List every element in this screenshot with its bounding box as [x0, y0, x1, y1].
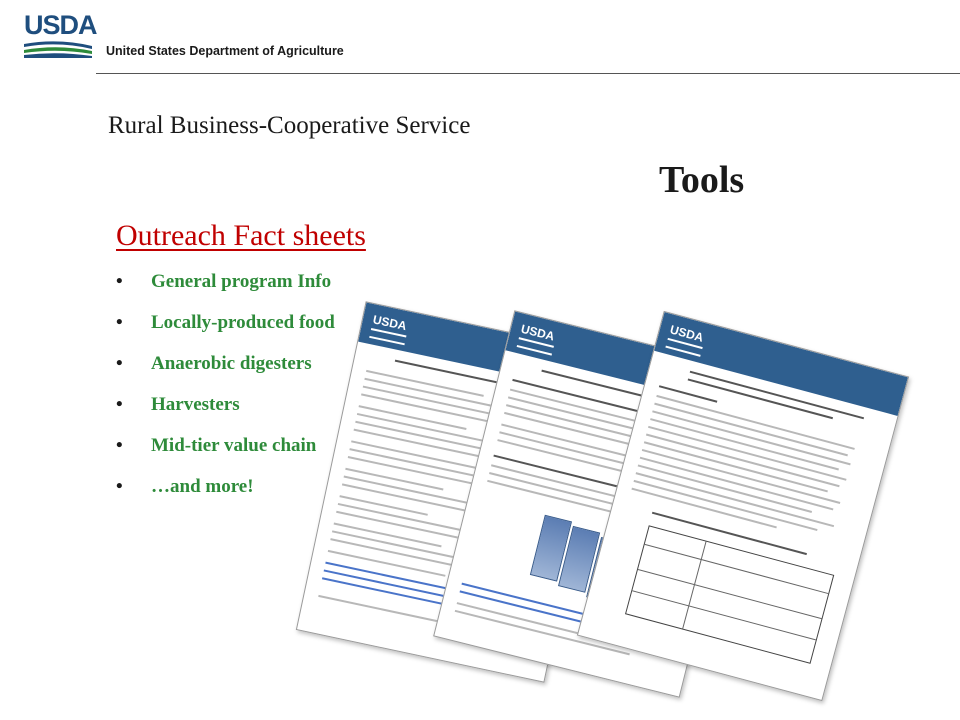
eligibility-table — [625, 525, 834, 664]
header-divider — [96, 73, 960, 74]
agency-name: Rural Business-Cooperative Service — [108, 112, 471, 139]
list-item — [116, 432, 335, 473]
sheet-header-band — [654, 312, 908, 416]
department-name: United States Department of Agriculture — [106, 44, 344, 58]
list-item — [116, 268, 335, 309]
usda-logo-text: USDA — [24, 10, 97, 40]
list-item-label: Harvesters — [151, 394, 240, 415]
fact-sheet-list — [116, 268, 335, 514]
list-item — [116, 309, 335, 350]
list-item — [116, 391, 335, 432]
list-item — [116, 350, 335, 391]
list-item-label: General program Info — [151, 271, 332, 292]
bullet-icon: • — [116, 394, 123, 415]
list-item-label: Mid-tier value chain — [151, 435, 317, 456]
usda-hills-icon — [24, 40, 92, 58]
list-item-label: Locally-produced food — [151, 312, 335, 333]
slide-title: Tools — [659, 159, 745, 201]
bullet-icon: • — [116, 353, 123, 374]
list-item-label: …and more! — [151, 476, 254, 497]
bullet-icon: • — [116, 435, 123, 456]
slide-header — [0, 0, 960, 76]
bullet-icon: • — [116, 271, 123, 292]
bullet-icon: • — [116, 476, 123, 497]
sheet-usda-logo: USDA — [668, 322, 705, 345]
outreach-fact-sheets-link[interactable]: Outreach Fact sheets — [116, 219, 366, 252]
bullet-icon: • — [116, 312, 123, 333]
sheet-usda-logo: USDA — [371, 312, 408, 334]
list-item-label: Anaerobic digesters — [151, 353, 312, 374]
list-item — [116, 473, 335, 514]
sheet-usda-logo: USDA — [519, 321, 556, 344]
usda-logo — [24, 10, 97, 56]
